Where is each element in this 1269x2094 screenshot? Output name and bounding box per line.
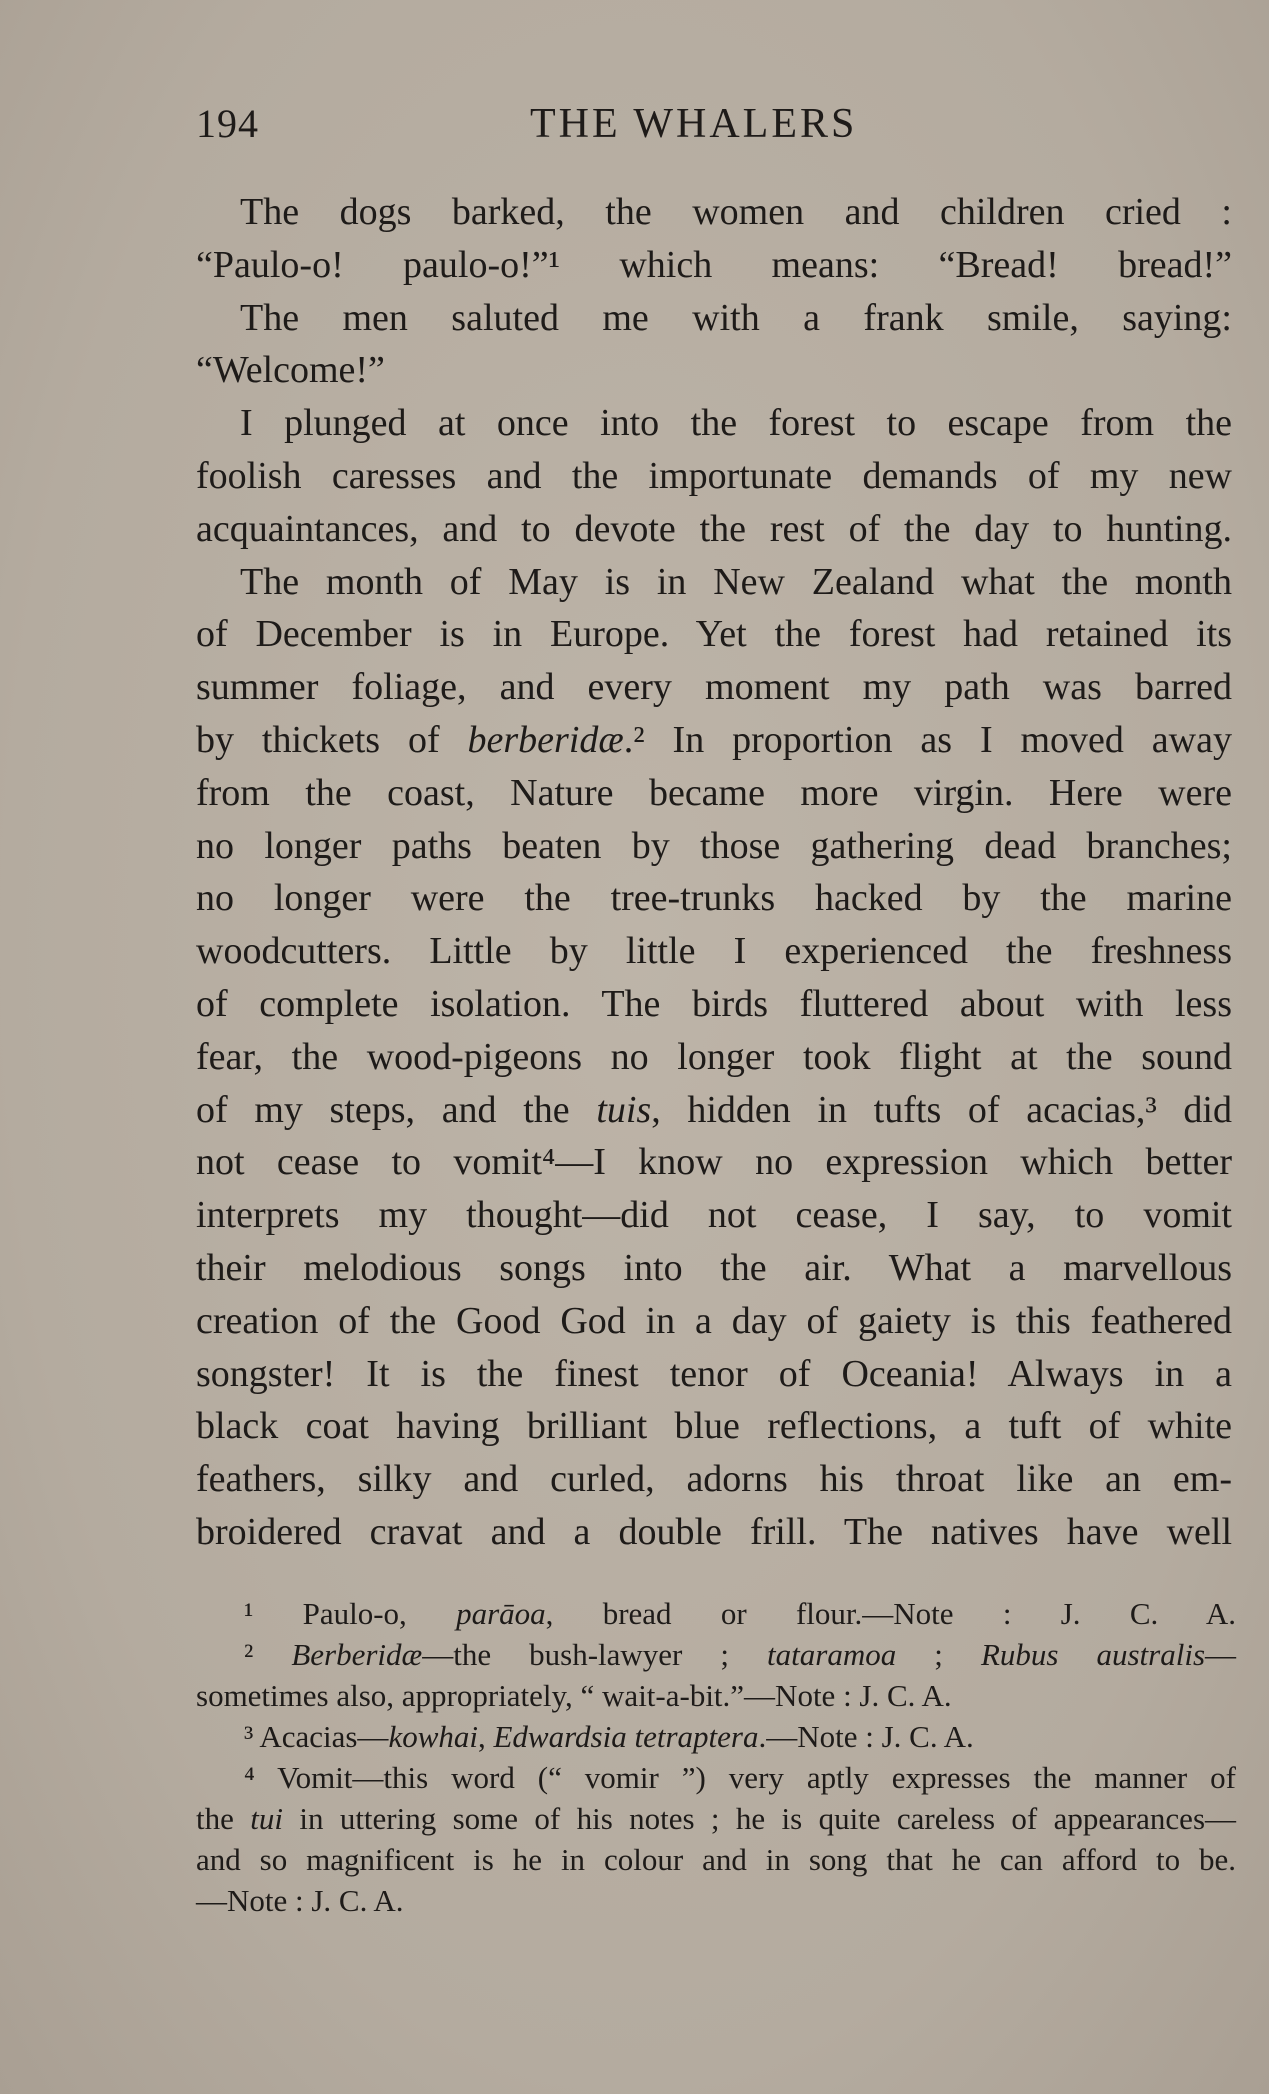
- page-header: [196, 100, 1232, 160]
- body-line: I plunged at once into the forest to escape from the: [240, 402, 1232, 445]
- body-line: by thickets of berberidæ.² In proportion as I moved away: [196, 718, 1232, 761]
- body-line: broidered cravat and a double frill. The natives have well: [196, 1510, 1232, 1553]
- footnote-line: ¹ Paulo-o, parāoa, bread or flour.—Note : J. C. A.: [244, 1596, 1236, 1631]
- footnotes: [196, 1593, 1236, 1921]
- body-line: creation of the Good God in a day of gaiety is this feathered: [196, 1299, 1232, 1342]
- body-line: no longer were the tree-trunks hacked by the marine: [196, 877, 1232, 920]
- body-text: [196, 186, 1232, 1559]
- body-line: acquaintances, and to devote the rest of the day to hunting.: [196, 507, 1232, 550]
- running-head: THE WHALERS: [530, 101, 858, 147]
- footnote-line: sometimes also, appropriately, “ wait-a-bit.”—Note : J. C. A.: [196, 1678, 952, 1713]
- footnote-line: ³ Acacias—kowhai, Edwardsia tetraptera.—Note : J. C. A.: [244, 1719, 974, 1754]
- body-line: of December is in Europe. Yet the forest had retained its: [196, 613, 1232, 656]
- body-line: The men saluted me with a frank smile, saying:: [240, 296, 1232, 339]
- body-line: “Paulo-o! paulo-o!”¹ which means: “Bread! bread!”: [196, 243, 1232, 286]
- body-line: from the coast, Nature became more virgin. Here were: [196, 771, 1232, 814]
- body-line: woodcutters. Little by little I experienced the freshness: [196, 930, 1232, 973]
- body-line: foolish caresses and the importunate demands of my new: [196, 454, 1232, 497]
- body-line: their melodious songs into the air. What a marvellous: [196, 1246, 1232, 1289]
- body-line: of complete isolation. The birds fluttered about with less: [196, 982, 1232, 1025]
- footnote-line: and so magnificent is he in colour and in song that he can afford to be.: [196, 1842, 1236, 1877]
- body-line: The dogs barked, the women and children cried :: [240, 191, 1232, 233]
- body-line: no longer paths beaten by those gathering dead branches;: [196, 824, 1232, 867]
- body-line: “Welcome!”: [196, 349, 385, 392]
- body-line: feathers, silky and curled, adorns his throat like an em-: [196, 1458, 1232, 1501]
- footnote-line: ⁴ Vomit—this word (“ vomir ”) very aptly expresses the manner of: [244, 1760, 1236, 1795]
- body-line: not cease to vomit⁴—I know no expression which better: [196, 1141, 1232, 1184]
- body-line: of my steps, and the tuis, hidden in tufts of acacias,³ did: [196, 1088, 1232, 1131]
- body-line: fear, the wood-pigeons no longer took flight at the sound: [196, 1035, 1232, 1078]
- footnote-line: the tui in uttering some of his notes ; he is quite careless of appearances—: [196, 1801, 1237, 1836]
- body-line: The month of May is in New Zealand what the month: [240, 560, 1232, 603]
- body-line: songster! It is the finest tenor of Oceania! Always in a: [196, 1352, 1232, 1395]
- body-line: interprets my thought—did not cease, I say, to vomit: [196, 1194, 1232, 1237]
- page-number: 194: [196, 101, 259, 146]
- body-line: black coat having brilliant blue reflections, a tuft of white: [196, 1405, 1232, 1448]
- footnote-line: —Note : J. C. A.: [196, 1883, 404, 1918]
- footnote-line: ² Berberidæ—the bush-lawyer ; tataramoa ; Rubus australis—: [244, 1637, 1237, 1672]
- body-line: summer foliage, and every moment my path was barred: [196, 666, 1232, 709]
